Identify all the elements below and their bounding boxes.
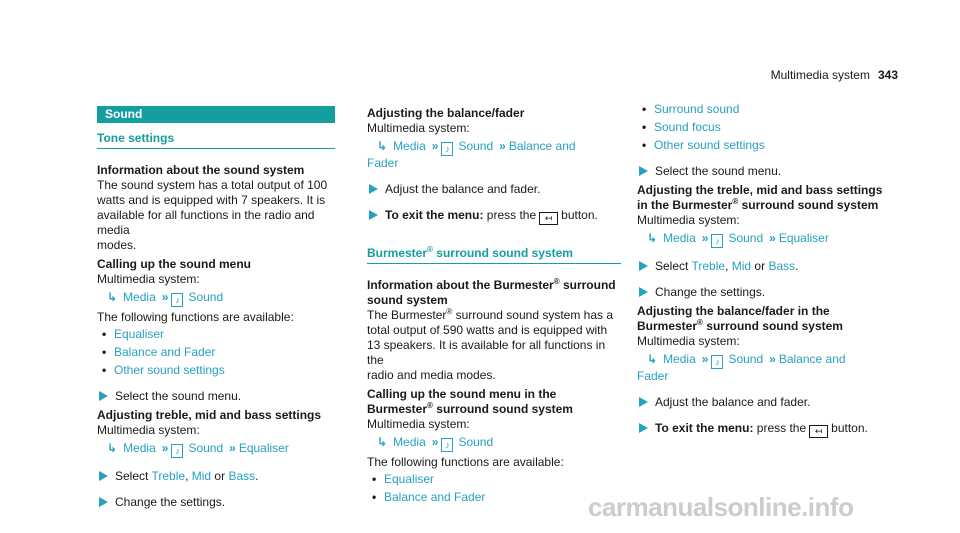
subheading-tone-settings: Tone settings xyxy=(97,131,335,149)
functions-intro: The following functions are available: xyxy=(367,455,564,469)
burm-line: 13 speakers. It is available for all functions in the xyxy=(367,338,606,367)
path-sound[interactable]: Sound xyxy=(728,352,764,366)
burm-line: total output of 590 watts and is equipped with xyxy=(367,323,608,337)
tb-heading-cont xyxy=(637,198,899,213)
path-media[interactable]: Media xyxy=(663,352,696,366)
list-item xyxy=(97,345,335,360)
step-arrow-icon xyxy=(369,210,378,220)
path-equaliser[interactable]: Equaliser xyxy=(778,231,829,245)
column-1 xyxy=(97,106,335,510)
exit-text: press the xyxy=(756,421,807,435)
burm-line: radio and media modes. xyxy=(367,368,496,382)
column-3 xyxy=(637,102,899,438)
body-text: The Burmester xyxy=(367,308,447,322)
path-sound[interactable]: Sound xyxy=(458,139,494,153)
bullet-icon: • xyxy=(102,363,107,377)
step-arrow-icon xyxy=(639,397,648,407)
path-media[interactable]: Media xyxy=(393,435,426,449)
path-sound[interactable]: Sound xyxy=(188,290,224,304)
exit-bold: To exit the menu: xyxy=(655,421,754,435)
bullet-icon: • xyxy=(102,345,107,359)
chevron-icon: » xyxy=(769,352,773,366)
chevron-icon: » xyxy=(769,231,773,245)
step-text: Select the sound menu. xyxy=(115,389,242,403)
link-sound-focus[interactable]: Sound focus xyxy=(654,120,721,134)
list-item xyxy=(367,490,621,505)
watermark: carmanualsonline.info xyxy=(588,492,854,522)
music-note-icon: ♪ xyxy=(441,142,453,156)
step-arrow-icon xyxy=(99,497,108,507)
page-header xyxy=(771,68,898,83)
path-media[interactable]: Media xyxy=(123,290,156,304)
step-text: Change the settings. xyxy=(115,495,226,509)
bullet-icon: • xyxy=(102,327,107,341)
step-text: Select the sound menu. xyxy=(655,164,782,178)
path-media[interactable]: Media xyxy=(393,139,426,153)
function-list xyxy=(637,102,899,153)
step-adjust xyxy=(637,395,899,410)
heading-text: in the Burmester xyxy=(637,198,733,212)
function-list xyxy=(367,472,621,505)
link-mid[interactable]: Mid xyxy=(191,469,212,483)
body-text: surround sound system has a xyxy=(455,308,614,322)
music-note-icon: ♪ xyxy=(171,444,183,458)
path-balance-and[interactable]: Balance and xyxy=(508,139,576,153)
step-exit xyxy=(637,421,899,438)
path-media[interactable]: Media xyxy=(123,441,156,455)
or-text: or xyxy=(754,259,766,273)
step-arrow-icon xyxy=(639,166,648,176)
tb-label: Multimedia system: xyxy=(637,213,740,227)
info-line: available for all functions in the radio and media xyxy=(97,208,315,237)
balance-heading: Adjusting the balance/fader xyxy=(367,106,525,120)
step-adjust xyxy=(367,182,621,197)
path-equaliser[interactable]: Equaliser xyxy=(238,441,289,455)
heading-text: Burmester xyxy=(367,402,428,416)
exit-text: press the xyxy=(486,208,537,222)
step-text: Change the settings. xyxy=(655,285,766,299)
music-note-icon: ♪ xyxy=(711,234,723,248)
bullet-icon: • xyxy=(642,138,647,152)
step-arrow-icon xyxy=(99,391,108,401)
menu-path xyxy=(97,290,335,307)
link-bass[interactable]: Bass xyxy=(228,469,256,483)
info-line: The sound system has a total output of 100 xyxy=(97,178,328,192)
nav-arrow-icon: ↳ xyxy=(647,231,658,245)
menu-label: Multimedia system: xyxy=(97,272,200,286)
path-media[interactable]: Media xyxy=(663,231,696,245)
step-arrow-icon xyxy=(99,471,108,481)
step-text: Adjust the balance and fader. xyxy=(385,182,541,196)
subheading-text: surround sound system xyxy=(436,246,573,260)
burm-info-heading xyxy=(367,278,621,293)
chevron-icon: » xyxy=(701,352,706,366)
bf-heading: Adjusting the balance/fader in the xyxy=(637,304,830,318)
balance-path xyxy=(367,139,621,156)
heading-text: surround sound system xyxy=(706,319,843,333)
list-item xyxy=(97,327,335,342)
registered-mark: ® xyxy=(553,277,560,286)
bf-label: Multimedia system: xyxy=(637,334,740,348)
chevron-icon: » xyxy=(229,441,233,455)
back-button-icon[interactable]: ↤ xyxy=(539,212,558,225)
link-mid[interactable]: Mid xyxy=(731,259,752,273)
list-item xyxy=(637,102,899,117)
registered-mark: ® xyxy=(697,318,703,327)
heading-text: surround sound system xyxy=(436,402,573,416)
info-line: watts and is equipped with 7 speakers. It is xyxy=(97,193,326,207)
burm-info-heading-cont: sound system xyxy=(367,293,448,307)
link-equaliser[interactable]: Equaliser xyxy=(384,472,435,486)
chevron-icon: » xyxy=(161,441,166,455)
exit-bold: To exit the menu: xyxy=(385,208,484,222)
bullet-icon: • xyxy=(642,120,647,134)
page-number: 343 xyxy=(877,68,898,82)
heading-text: Information about the Burmester xyxy=(367,278,554,292)
step-select-treble: Select Treble, Mid or Bass. xyxy=(637,259,899,274)
step-exit xyxy=(367,208,621,225)
heading-text: surround xyxy=(562,278,616,292)
tb-path xyxy=(637,231,899,248)
step-text: Adjust the balance and fader. xyxy=(655,395,811,409)
subheading-text: Burmester xyxy=(367,246,428,260)
music-note-icon: ♪ xyxy=(441,438,453,452)
or-text: or xyxy=(214,469,226,483)
step-select-menu xyxy=(637,164,899,179)
bf-heading-cont xyxy=(637,319,899,334)
bf-path-cont xyxy=(637,369,899,384)
section-bar: Sound xyxy=(97,106,335,123)
list-item xyxy=(367,472,621,487)
nav-arrow-icon: ↳ xyxy=(377,139,388,153)
link-balance-fader[interactable]: Balance and Fader xyxy=(114,345,216,359)
heading-text: surround sound system xyxy=(741,198,879,212)
step-arrow-icon xyxy=(369,184,378,194)
balance-path-cont xyxy=(367,156,621,171)
subheading-burmester xyxy=(367,246,621,264)
step-select-treble: Select Treble, Mid or Bass. xyxy=(97,469,335,484)
list-item xyxy=(97,363,335,378)
step-change xyxy=(97,495,335,510)
link-other-sound-settings[interactable]: Other sound settings xyxy=(114,363,225,377)
chevron-icon: » xyxy=(431,435,436,449)
link-balance-fader[interactable]: Balance and Fader xyxy=(384,490,486,504)
heading-text: Burmester xyxy=(637,319,698,333)
chevron-icon: » xyxy=(161,290,166,304)
treble-path xyxy=(97,441,335,458)
nav-arrow-icon: ↳ xyxy=(107,290,118,304)
exit-after: button. xyxy=(561,208,598,222)
nav-arrow-icon: ↳ xyxy=(647,352,658,366)
chevron-icon: » xyxy=(499,139,503,153)
list-item xyxy=(637,138,899,153)
burm-text xyxy=(367,308,621,323)
path-balance-and[interactable]: Balance and xyxy=(778,352,846,366)
chevron-icon: » xyxy=(701,231,706,245)
step-text: Select xyxy=(655,259,689,273)
column-2 xyxy=(367,106,621,508)
registered-mark: ® xyxy=(446,307,453,316)
info-line: modes. xyxy=(97,238,137,252)
path-sound[interactable]: Sound xyxy=(458,435,494,449)
nav-arrow-icon: ↳ xyxy=(107,441,118,455)
tb-heading: Adjusting the treble, mid and bass settings xyxy=(637,183,883,197)
registered-mark: ® xyxy=(732,197,739,206)
function-list xyxy=(97,327,335,378)
call-label: Multimedia system: xyxy=(367,417,470,431)
functions-intro: The following functions are available: xyxy=(97,310,294,324)
nav-arrow-icon: ↳ xyxy=(377,435,388,449)
music-note-icon: ♪ xyxy=(711,355,723,369)
link-treble[interactable]: Treble xyxy=(691,259,726,273)
bf-path xyxy=(637,352,899,369)
exit-after: button. xyxy=(831,421,868,435)
link-other-sound-settings[interactable]: Other sound settings xyxy=(654,138,765,152)
treble-heading: Adjusting treble, mid and bass settings xyxy=(97,408,322,422)
balance-label: Multimedia system: xyxy=(367,121,470,135)
step-change xyxy=(637,285,899,300)
path-fader[interactable]: Fader xyxy=(637,369,669,383)
registered-mark: ® xyxy=(427,245,433,254)
link-bass[interactable]: Bass xyxy=(768,259,796,273)
link-surround-sound[interactable]: Surround sound xyxy=(654,102,740,116)
chevron-icon: » xyxy=(431,139,436,153)
path-sound[interactable]: Sound xyxy=(188,441,224,455)
music-note-icon: ♪ xyxy=(171,293,183,307)
step-arrow-icon xyxy=(639,287,648,297)
list-item xyxy=(637,120,899,135)
back-button-icon[interactable]: ↤ xyxy=(809,425,828,438)
bullet-icon: • xyxy=(372,472,377,486)
link-treble[interactable]: Treble xyxy=(151,469,186,483)
link-equaliser[interactable]: Equaliser xyxy=(114,327,165,341)
step-select-menu xyxy=(97,389,335,404)
step-arrow-icon xyxy=(639,261,648,271)
bullet-icon: • xyxy=(642,102,647,116)
path-fader[interactable]: Fader xyxy=(367,156,399,170)
bullet-icon: • xyxy=(372,490,377,504)
registered-mark: ® xyxy=(427,401,433,410)
step-text: Select xyxy=(115,469,149,483)
call-heading: Calling up the sound menu in the xyxy=(367,387,557,401)
treble-label: Multimedia system: xyxy=(97,423,200,437)
menu-heading: Calling up the sound menu xyxy=(97,257,251,271)
step-arrow-icon xyxy=(639,423,648,433)
header-title: Multimedia system xyxy=(770,68,870,82)
call-path xyxy=(367,435,621,452)
info-heading: Information about the sound system xyxy=(97,163,305,177)
path-sound[interactable]: Sound xyxy=(728,231,764,245)
call-heading-cont xyxy=(367,402,621,417)
